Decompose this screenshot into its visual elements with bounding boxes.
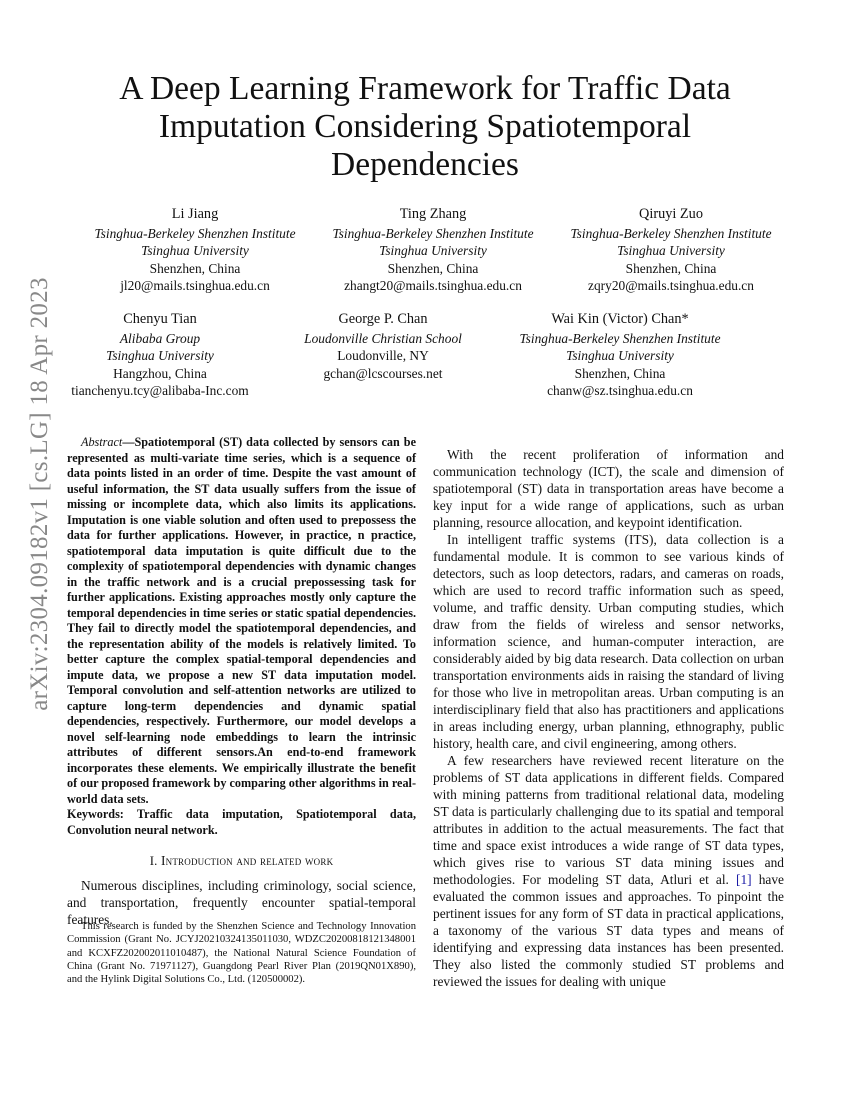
author-affiliation: Tsinghua-Berkeley Shenzhen Institute: [332, 225, 534, 241]
body-paragraph: In intelligent traffic systems (ITS), data collection is a fundamental module. It is common to see various kinds of detectors, such as loop detectors, radars, and cameras on roads, which are used to record traffic information such as speed, volume, and traffic density. Urban computing studies, which draw from the fields of wireless and sensor networks, information science, and human-computer interaction, are considerably aided by big data research. Data collection on urban transportation environments aids in raising the standard of living for those who live in metropolitan areas. Urban computing is an interdisciplinary field that also has practitioners and applications in areas including energy, urban planning, ethnography, public history, health care, and civil engineering, among others.: [433, 532, 784, 751]
arxiv-identifier-text: arXiv:2304.09182v1 [cs.LG] 18 Apr 2023: [26, 277, 53, 711]
author-location: Shenzhen, China: [149, 260, 241, 276]
author-email: tianchenyu.tcy@alibaba-Inc.com: [71, 383, 249, 398]
author-affiliation: Tsinghua University: [566, 348, 674, 363]
citation-link[interactable]: [1]: [736, 872, 752, 887]
author-email: zhangt20@mails.tsinghua.edu.cn: [344, 278, 522, 293]
author-location: Shenzhen, China: [387, 260, 479, 276]
author-block: [318, 206, 548, 295]
author-affiliation: Loudonville Christian School: [304, 330, 462, 346]
section-heading: [67, 852, 416, 870]
keywords: Keywords: Traffic data imputation, Spatiotemporal data, Convolution neural network.: [67, 807, 416, 837]
author-affiliation: Tsinghua-Berkeley Shenzhen Institute: [519, 330, 721, 346]
author-location: Shenzhen, China: [625, 260, 717, 276]
author-affiliation: Alibaba Group: [119, 330, 201, 346]
right-column: [433, 446, 784, 990]
section-title: Introduction and related work: [160, 853, 334, 868]
author-location: Loudonville, NY: [337, 348, 429, 363]
abstract-text: —Spatiotemporal (ST) data collected by sensors can be represented as multi-variate time series, which is a sequence of data points listed in an order of time. Despite the vast amount of useful information, the ST data usually suffers from the issue of missing or incomplete data, which also limits its applications. Imputation is one viable solution and often used to prepossess the data for further applications. However, in practice, n practice, spatiotemporal data imputation is quite difficult due to the complexity of spatiotemporal dependencies with dynamic changes in the traffic network and is a crucial prepossessing task for further applications. Existing approaches mostly only capture the temporal dependencies in time series or static spatial dependencies. They fail to directly model the spatiotemporal dependencies, and the representation ability of the models is relatively limited. To better capture the complex spatial-temporal dependencies and impute data, we propose a new ST data imputation model. Temporal convolution and self-attention networks are utilized to capture long-term dependencies and dynamic spatial dependencies, respectively. Furthermore, our model develops a novel self-learning node embeddings to learn the intrinsic attributes of different sensors.An end-to-end framework incorporates these elements. We empirically illustrate the benefit of our proposed framework by comparing other algorithms in real-world data sets.: [67, 435, 416, 806]
paragraph-text: A few researchers have reviewed recent literature on the problems of ST data applications in different fields. Compared with mining patterns from traditional relational data, modeling ST data is particularly challenging due to its spatial and temporal attributes in addition to the actual measurements. The fact that time and space exist introduces a wide range of ST data types, which gives rise to various ST data mining issues and methodologies. For modeling ST data, Atluri et al.: [433, 753, 784, 887]
section-number: I.: [149, 854, 158, 868]
author-block: [505, 311, 735, 400]
paper-title: A Deep Learning Framework for Traffic Data Imputation Considering Spatiotemporal Dependencies: [119, 70, 731, 183]
author-name: Qiruyi Zuo: [639, 206, 703, 222]
author-affiliation: Tsinghua-Berkeley Shenzhen Institute: [570, 225, 772, 241]
author-location: Shenzhen, China: [574, 365, 666, 381]
author-name: Li Jiang: [171, 206, 219, 222]
funding-footnote: This research is funded by the Shenzhen Science and Technology Innovation Commission (Grant No. JCYJ20210324135011030, WDZC20200818121348001 and KCXFZ202002011010487), the National Natural Science Foundation of China (Grant No. 71971127), Guangdong Pearl River Plan (2019QN01X890), and the Hylink Digital Solutions Co., Ltd. (120500002).: [67, 921, 416, 986]
author-name: Wai Kin (Victor) Chan*: [551, 311, 689, 327]
author-email: zqry20@mails.tsinghua.edu.cn: [588, 278, 754, 293]
author-block: [80, 206, 310, 295]
abstract: [67, 435, 416, 807]
body-paragraph: [433, 752, 784, 990]
author-affiliation: Tsinghua-Berkeley Shenzhen Institute: [94, 225, 296, 241]
author-name: Chenyu Tian: [123, 311, 197, 327]
author-email: gchan@lcscourses.net: [323, 365, 443, 381]
author-affiliation: Tsinghua University: [617, 243, 725, 258]
arxiv-identifier: [18, 277, 62, 711]
author-block: [556, 206, 786, 295]
author-name: George P. Chan: [338, 311, 428, 327]
paragraph-text: have evaluated the common issues and approaches. To pinpoint the pertinent issues for any form of ST data in practical applications, a taxonomy of the various ST data types and means of identifying and expressing data instances has been presented. They also listed the commonly studied ST problems and reviewed the issues for dealing with unique: [433, 872, 784, 989]
author-block: [286, 311, 480, 382]
author-email: chanw@sz.tsinghua.edu.cn: [547, 383, 693, 398]
author-affiliation: Tsinghua University: [141, 243, 249, 258]
left-column: [67, 435, 416, 928]
author-affiliation: Tsinghua University: [106, 348, 214, 363]
author-location: Hangzhou, China: [113, 365, 207, 381]
abstract-label: Abstract: [81, 435, 123, 449]
author-email: jl20@mails.tsinghua.edu.cn: [120, 278, 270, 293]
intro-paragraph: Numerous disciplines, including criminology, social science, and transportation, frequently encounter spatial-temporal features.: [67, 878, 416, 927]
author-name: Ting Zhang: [399, 206, 467, 222]
author-affiliation: Tsinghua University: [379, 243, 487, 258]
body-paragraph: With the recent proliferation of information and communication technology (ICT), the scale and dimension of spatiotemporal (ST) data in transportation areas have become a key input for a wide range of applications, such as urban planning, resource allocation, and keypoint identification.: [433, 447, 784, 530]
author-block: [60, 311, 260, 400]
